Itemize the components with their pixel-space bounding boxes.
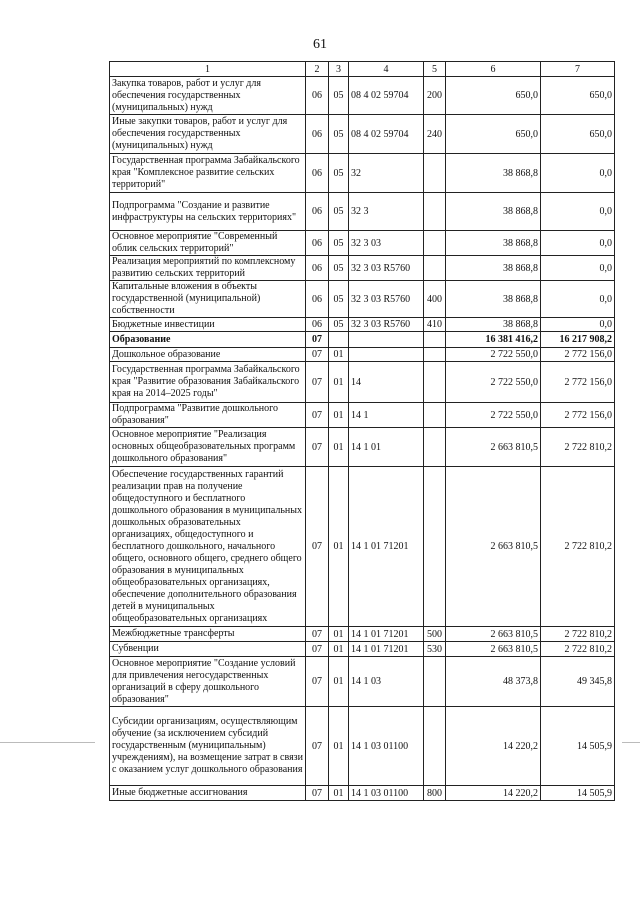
table-row <box>110 642 615 657</box>
expense-type-code-cell <box>424 707 446 786</box>
section-code-cell: 07 <box>306 403 329 428</box>
subsection-code-cell: 01 <box>329 642 349 657</box>
name-cell: Межбюджетные трансферты <box>110 627 306 642</box>
target-article-code-cell: 32 3 <box>349 193 424 231</box>
amount-year-1-cell: 650,0 <box>446 77 541 115</box>
amount-year-2-cell: 2 722 810,2 <box>541 642 615 657</box>
name-cell: Закупка товаров, работ и услуг для обеспечения государственных (муниципальных) нужд <box>110 77 306 115</box>
table-row <box>110 467 615 627</box>
amount-year-2-cell: 14 505,9 <box>541 786 615 801</box>
table-row <box>110 231 615 256</box>
subsection-code-cell: 01 <box>329 467 349 627</box>
section-code-cell: 07 <box>306 428 329 467</box>
table-row <box>110 348 615 362</box>
section-code-cell: 07 <box>306 332 329 348</box>
expense-type-code-cell <box>424 231 446 256</box>
name-cell: Государственная программа Забайкальского края "Комплексное развитие сельских территорий" <box>110 154 306 193</box>
subsection-code-cell: 05 <box>329 318 349 332</box>
table-row <box>110 115 615 154</box>
amount-year-2-cell: 2 772 156,0 <box>541 362 615 403</box>
name-cell: Государственная программа Забайкальского края "Развитие образования Забайкальского края на 2014–2025 годы" <box>110 362 306 403</box>
page-number: 61 <box>313 37 327 52</box>
section-code-cell: 06 <box>306 281 329 318</box>
target-article-code-cell: 08 4 02 59704 <box>349 77 424 115</box>
table-row <box>110 77 615 115</box>
target-article-code-cell: 32 3 03 <box>349 231 424 256</box>
target-article-code-cell <box>349 332 424 348</box>
expense-type-code-cell <box>424 657 446 707</box>
amount-year-1-cell: 16 381 416,2 <box>446 332 541 348</box>
section-code-cell: 07 <box>306 657 329 707</box>
expense-type-code-cell <box>424 154 446 193</box>
expense-type-code-cell <box>424 332 446 348</box>
subsection-code-cell: 01 <box>329 627 349 642</box>
table-row <box>110 627 615 642</box>
table-row <box>110 403 615 428</box>
subsection-code-cell: 01 <box>329 348 349 362</box>
section-code-cell: 07 <box>306 642 329 657</box>
table-row <box>110 318 615 332</box>
amount-year-1-cell: 38 868,8 <box>446 193 541 231</box>
target-article-code-cell: 14 1 01 71201 <box>349 467 424 627</box>
budget-table <box>109 61 615 801</box>
name-cell: Субвенции <box>110 642 306 657</box>
name-cell: Основное мероприятие "Реализация основных общеобразовательных программ дошкольного образования" <box>110 428 306 467</box>
amount-year-2-cell: 2 722 810,2 <box>541 627 615 642</box>
section-code-cell: 06 <box>306 77 329 115</box>
amount-year-2-cell: 0,0 <box>541 154 615 193</box>
expense-type-code-cell: 530 <box>424 642 446 657</box>
expense-type-code-cell <box>424 467 446 627</box>
subsection-code-cell: 01 <box>329 403 349 428</box>
expense-type-code-cell: 500 <box>424 627 446 642</box>
name-cell: Обеспечение государственных гарантий реализации прав на получение общедоступного и бесплатного дошкольного образования в муниципальных дошкольных образовательных организациях, общедоступного и бесплатного дошкольного, начального общего, основного общего, среднего общего образования в муниципальных общеобразовательных организациях, обеспечение дополнительного образования детей в муниципальных общеобразовательных организациях <box>110 467 306 627</box>
target-article-code-cell: 14 <box>349 362 424 403</box>
subsection-code-cell: 01 <box>329 707 349 786</box>
section-code-cell: 07 <box>306 707 329 786</box>
amount-year-2-cell: 0,0 <box>541 318 615 332</box>
section-code-cell: 06 <box>306 193 329 231</box>
section-code-cell: 06 <box>306 154 329 193</box>
amount-year-2-cell: 0,0 <box>541 281 615 318</box>
amount-year-1-cell: 2 722 550,0 <box>446 403 541 428</box>
amount-year-1-cell: 650,0 <box>446 115 541 154</box>
section-code-cell: 07 <box>306 348 329 362</box>
amount-year-1-cell: 48 373,8 <box>446 657 541 707</box>
section-code-cell: 07 <box>306 362 329 403</box>
amount-year-1-cell: 38 868,8 <box>446 281 541 318</box>
subsection-code-cell: 05 <box>329 193 349 231</box>
amount-year-1-cell: 38 868,8 <box>446 231 541 256</box>
column-header: 2 <box>306 62 329 77</box>
column-header: 1 <box>110 62 306 77</box>
table-row <box>110 707 615 786</box>
expense-type-code-cell: 800 <box>424 786 446 801</box>
name-cell: Субсидии организациям, осуществляющим обучение (за исключением субсидий государственным (муниципальным) учреждениям), на возмещение затрат в связи с оказанием услуг дошкольного образования <box>110 707 306 786</box>
target-article-code-cell <box>349 348 424 362</box>
section-code-cell: 06 <box>306 115 329 154</box>
table-row <box>110 428 615 467</box>
column-header: 6 <box>446 62 541 77</box>
amount-year-2-cell: 2 722 810,2 <box>541 428 615 467</box>
name-cell: Иные закупки товаров, работ и услуг для обеспечения государственных (муниципальных) нужд <box>110 115 306 154</box>
target-article-code-cell: 32 3 03 R5760 <box>349 318 424 332</box>
column-header: 3 <box>329 62 349 77</box>
name-cell: Бюджетные инвестиции <box>110 318 306 332</box>
target-article-code-cell: 32 3 03 R5760 <box>349 281 424 318</box>
expense-type-code-cell: 410 <box>424 318 446 332</box>
subsection-code-cell: 05 <box>329 115 349 154</box>
amount-year-1-cell: 38 868,8 <box>446 318 541 332</box>
amount-year-2-cell: 49 345,8 <box>541 657 615 707</box>
subsection-code-cell: 05 <box>329 77 349 115</box>
target-article-code-cell: 14 1 01 71201 <box>349 642 424 657</box>
expense-type-code-cell: 400 <box>424 281 446 318</box>
expense-type-code-cell <box>424 193 446 231</box>
expense-type-code-cell <box>424 403 446 428</box>
name-cell: Основное мероприятие "Создание условий для привлечения негосударственных организаций в сферу дошкольного образования" <box>110 657 306 707</box>
section-code-cell: 07 <box>306 786 329 801</box>
table-row <box>110 332 615 348</box>
expense-type-code-cell <box>424 362 446 403</box>
amount-year-1-cell: 2 663 810,5 <box>446 467 541 627</box>
subsection-code-cell: 01 <box>329 657 349 707</box>
amount-year-1-cell: 38 868,8 <box>446 256 541 281</box>
target-article-code-cell: 14 1 03 01100 <box>349 707 424 786</box>
name-cell: Реализация мероприятий по комплексному развитию сельских территорий <box>110 256 306 281</box>
amount-year-1-cell: 14 220,2 <box>446 786 541 801</box>
name-cell: Дошкольное образование <box>110 348 306 362</box>
target-article-code-cell: 08 4 02 59704 <box>349 115 424 154</box>
amount-year-1-cell: 2 663 810,5 <box>446 428 541 467</box>
amount-year-1-cell: 38 868,8 <box>446 154 541 193</box>
amount-year-2-cell: 650,0 <box>541 115 615 154</box>
subsection-code-cell: 01 <box>329 362 349 403</box>
table-row <box>110 362 615 403</box>
table-row <box>110 786 615 801</box>
target-article-code-cell: 32 <box>349 154 424 193</box>
amount-year-1-cell: 2 722 550,0 <box>446 348 541 362</box>
name-cell: Подпрограмма "Создание и развитие инфраструктуры на сельских территориях" <box>110 193 306 231</box>
section-code-cell: 06 <box>306 256 329 281</box>
amount-year-2-cell: 0,0 <box>541 193 615 231</box>
section-code-cell: 06 <box>306 318 329 332</box>
amount-year-1-cell: 2 722 550,0 <box>446 362 541 403</box>
section-code-cell: 07 <box>306 467 329 627</box>
subsection-code-cell: 01 <box>329 428 349 467</box>
table-row <box>110 281 615 318</box>
subsection-code-cell: 05 <box>329 231 349 256</box>
amount-year-2-cell: 2 772 156,0 <box>541 348 615 362</box>
name-cell: Образование <box>110 332 306 348</box>
subsection-code-cell: 05 <box>329 281 349 318</box>
expense-type-code-cell <box>424 428 446 467</box>
table-row <box>110 154 615 193</box>
amount-year-1-cell: 2 663 810,5 <box>446 627 541 642</box>
expense-type-code-cell: 200 <box>424 77 446 115</box>
amount-year-2-cell: 16 217 908,2 <box>541 332 615 348</box>
table-row <box>110 256 615 281</box>
amount-year-2-cell: 2 772 156,0 <box>541 403 615 428</box>
amount-year-2-cell: 14 505,9 <box>541 707 615 786</box>
target-article-code-cell: 14 1 <box>349 403 424 428</box>
column-header: 7 <box>541 62 615 77</box>
name-cell: Основное мероприятие "Современный облик сельских территорий" <box>110 231 306 256</box>
subsection-code-cell <box>329 332 349 348</box>
expense-type-code-cell <box>424 256 446 281</box>
target-article-code-cell: 14 1 01 <box>349 428 424 467</box>
column-header: 4 <box>349 62 424 77</box>
name-cell: Иные бюджетные ассигнования <box>110 786 306 801</box>
subsection-code-cell: 01 <box>329 786 349 801</box>
amount-year-2-cell: 0,0 <box>541 256 615 281</box>
name-cell: Подпрограмма "Развитие дошкольного образования" <box>110 403 306 428</box>
scan-artifact-line <box>0 742 95 743</box>
target-article-code-cell: 14 1 03 <box>349 657 424 707</box>
table-row <box>110 657 615 707</box>
amount-year-2-cell: 2 722 810,2 <box>541 467 615 627</box>
header-row <box>110 62 615 77</box>
amount-year-1-cell: 2 663 810,5 <box>446 642 541 657</box>
target-article-code-cell: 14 1 03 01100 <box>349 786 424 801</box>
section-code-cell: 07 <box>306 627 329 642</box>
target-article-code-cell: 32 3 03 R5760 <box>349 256 424 281</box>
amount-year-2-cell: 0,0 <box>541 231 615 256</box>
column-header: 5 <box>424 62 446 77</box>
amount-year-2-cell: 650,0 <box>541 77 615 115</box>
section-code-cell: 06 <box>306 231 329 256</box>
target-article-code-cell: 14 1 01 71201 <box>349 627 424 642</box>
expense-type-code-cell: 240 <box>424 115 446 154</box>
table-row <box>110 193 615 231</box>
expense-type-code-cell <box>424 348 446 362</box>
scan-artifact-line <box>622 742 640 743</box>
subsection-code-cell: 05 <box>329 256 349 281</box>
name-cell: Капитальные вложения в объекты государственной (муниципальной) собственности <box>110 281 306 318</box>
subsection-code-cell: 05 <box>329 154 349 193</box>
amount-year-1-cell: 14 220,2 <box>446 707 541 786</box>
